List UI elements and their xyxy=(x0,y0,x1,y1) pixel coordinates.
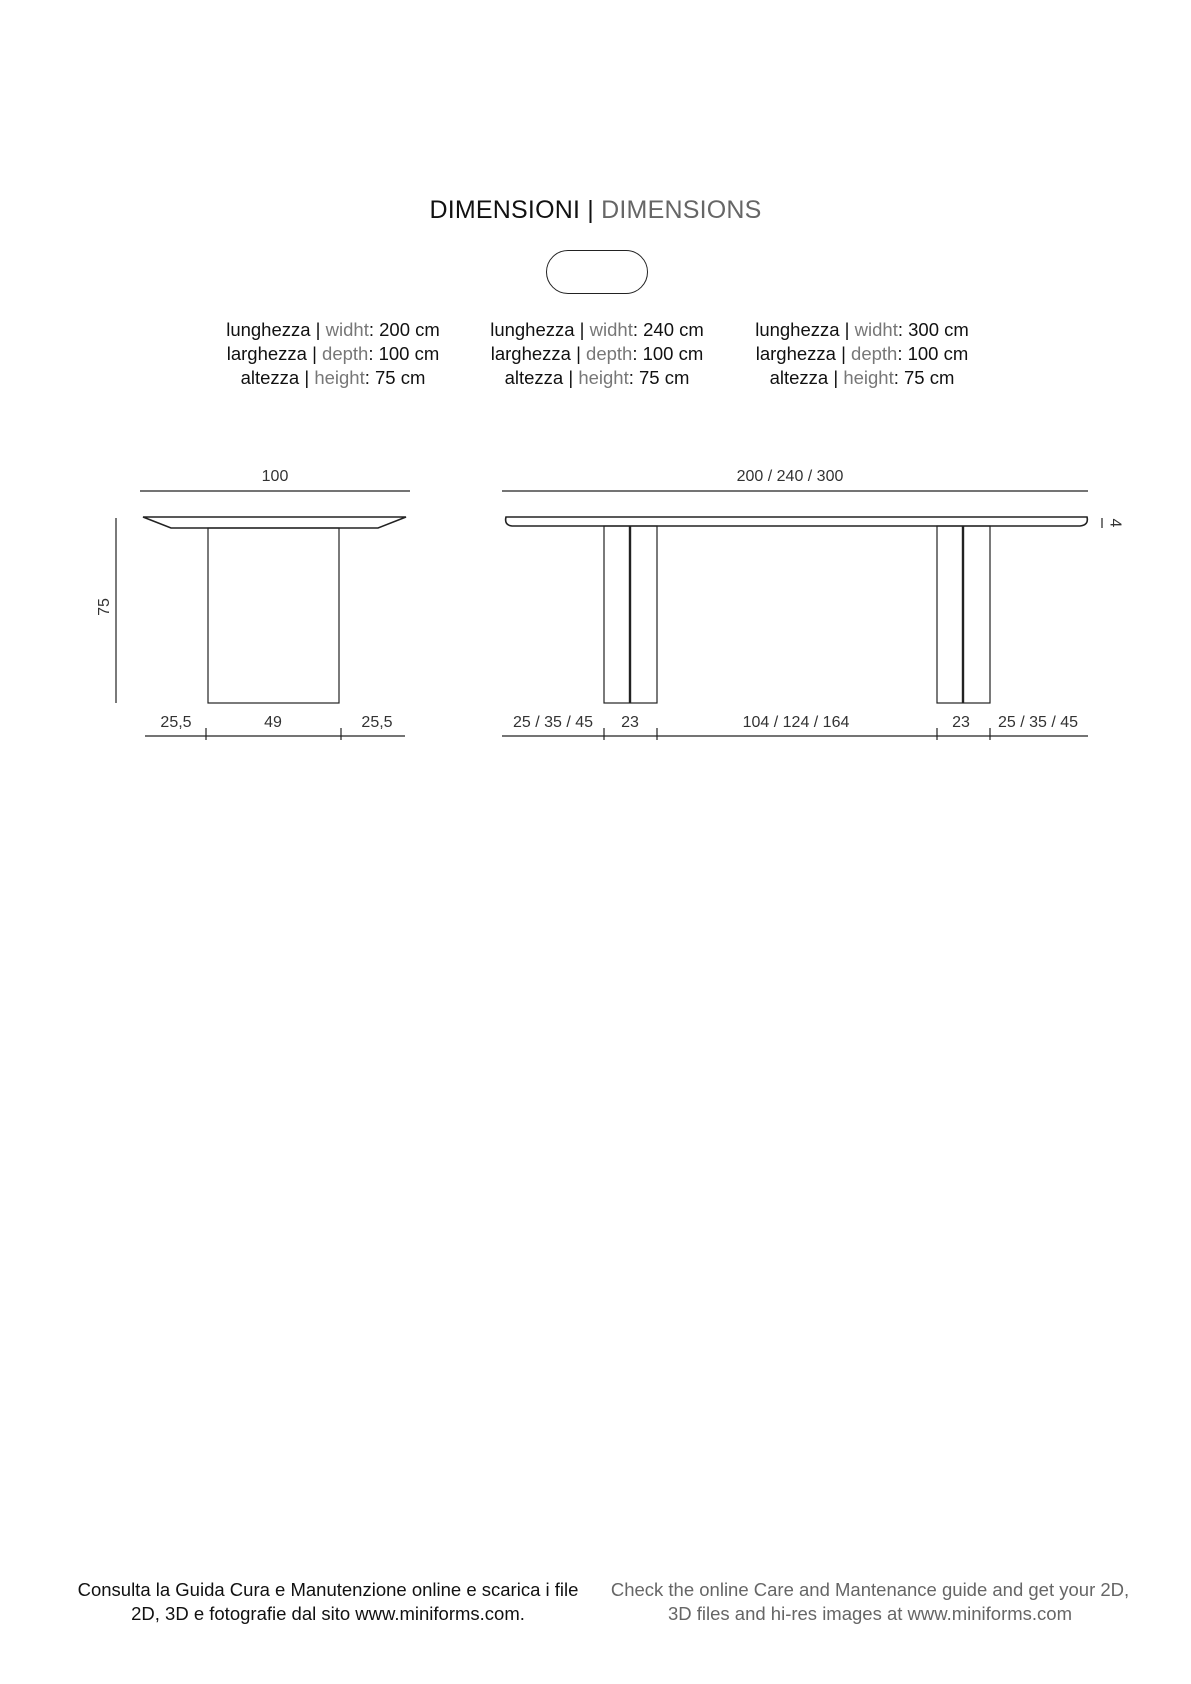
side-view-drawing xyxy=(116,491,410,740)
title-separator: | xyxy=(587,196,594,224)
spec-depth: larghezza | depth: 100 cm xyxy=(226,343,440,364)
title-italian: DIMENSIONI xyxy=(429,196,581,224)
title-english: DIMENSIONS xyxy=(601,196,762,224)
front-bottom-label-5: 25 / 35 / 45 xyxy=(997,714,1079,731)
spec-length: lunghezza | widht: 200 cm xyxy=(226,319,440,340)
front-bottom-label-4: 23 xyxy=(952,714,970,731)
side-bottom-label-center: 49 xyxy=(264,714,282,731)
footer-english: Check the online Care and Mantenance guide and get your 2D, 3D files and hi-res images at www.miniforms.com xyxy=(610,1579,1130,1624)
front-bottom-label-1: 25 / 35 / 45 xyxy=(512,714,594,731)
front-bottom-label-2: 23 xyxy=(621,714,639,731)
spec-height: altezza | height: 75 cm xyxy=(240,367,426,388)
footer-italian: Consulta la Guida Cura e Manutenzione online e scarica i file 2D, 3D e fotografie dal sito www.miniforms.com. xyxy=(77,1579,579,1624)
spec-depth: larghezza | depth: 100 cm xyxy=(490,343,704,364)
side-width-label: 100 xyxy=(261,468,289,485)
side-tabletop xyxy=(143,517,406,528)
front-bottom-label-3: 104 / 124 / 164 xyxy=(742,714,850,731)
side-height-label: 75 xyxy=(95,598,113,616)
side-bottom-label-left: 25,5 xyxy=(160,714,192,731)
spec-length: lunghezza | widht: 240 cm xyxy=(490,319,704,340)
thickness-label: 4 xyxy=(1106,518,1124,528)
front-tabletop xyxy=(506,517,1088,526)
spec-height: altezza | height: 75 cm xyxy=(769,367,955,388)
spec-height: altezza | height: 75 cm xyxy=(504,367,690,388)
side-bottom-label-right: 25,5 xyxy=(361,714,393,731)
spec-length: lunghezza | widht: 300 cm xyxy=(755,319,969,340)
front-view-drawing xyxy=(502,491,1102,740)
front-width-label: 200 / 240 / 300 xyxy=(736,468,844,485)
side-base xyxy=(208,528,339,703)
spec-depth: larghezza | depth: 100 cm xyxy=(755,343,969,364)
